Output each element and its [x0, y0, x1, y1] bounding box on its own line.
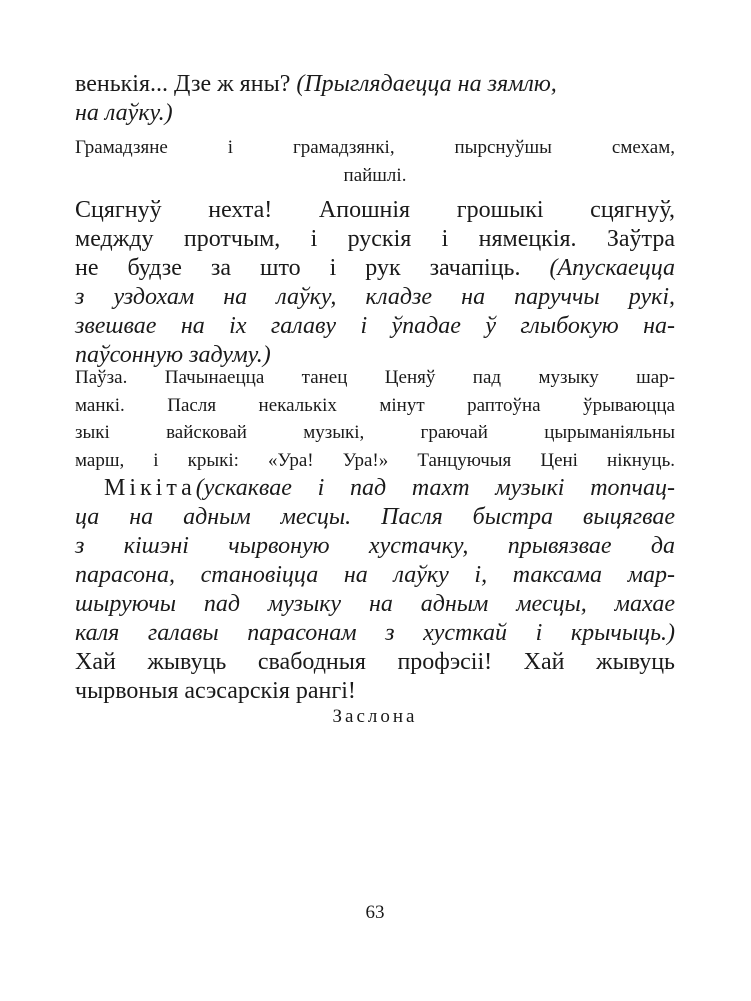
- text-line: пайшлі.: [343, 164, 407, 186]
- speech-block-3: [75, 474, 675, 706]
- stage-direction: паўсонную задуму.): [75, 342, 271, 368]
- stage-direction: каля галавы парасонам з хусткай і крычыць.): [75, 620, 675, 646]
- speaker-name: Мікіта: [104, 475, 196, 501]
- text-line: марш, і крыкі: «Ура! Ура!» Танцуючыя Цені нікнуць.: [75, 449, 675, 471]
- line-text: венькія... Дзе ж яны?: [75, 71, 297, 97]
- text-line: меджду протчым, і рускія і нямецкія. Заўтра: [75, 226, 675, 252]
- stage-direction-block-1: [75, 134, 675, 189]
- curtain-heading: Заслона: [332, 706, 418, 727]
- line-text: не будзе за што і рук зачапіць.: [75, 255, 550, 281]
- text-line: [75, 474, 675, 503]
- text-line: [75, 254, 675, 283]
- text-line: чырвоныя асэсарскія рангі!: [75, 678, 356, 704]
- stage-direction: (ускаквае і пад тахт музыкі топчац-: [195, 475, 675, 501]
- stage-direction: звешвае на іх галаву і ўпадае ў глыбокую на-: [75, 313, 675, 339]
- stage-direction: парасона, становіцца на лаўку і, таксама мар-: [75, 562, 675, 588]
- stage-direction: шыруючы пад музыку на адным месцы, махае: [75, 591, 675, 617]
- stage-direction: (Апускаецца: [549, 255, 675, 281]
- text-line: манкі. Пасля некалькіх мінут раптоўна ўрываюцца: [75, 394, 675, 416]
- text-line: зыкі вайсковай музыкі, граючай цырыманіяльны: [75, 422, 675, 443]
- book-page: [75, 66, 675, 966]
- stage-direction: з кішэні чырвоную хустачку, прывязвае да: [75, 533, 675, 559]
- text-line: Сцягнуў нехта! Апошнія грошыкі сцягнуў,: [75, 197, 675, 223]
- stage-direction-block-2: [75, 364, 675, 474]
- text-line: Паўза. Пачынаецца танец Ценяў пад музыку шар-: [75, 367, 675, 388]
- stage-direction: з уздохам на лаўку, кладзе на паруччы рукі,: [75, 284, 675, 310]
- text-line: Грамадзяне і грамадзянкі, пырснуўшы смехам,: [75, 137, 675, 158]
- stage-direction: на лаўку.): [75, 100, 173, 126]
- text-line: [75, 70, 675, 99]
- page-number: 63: [365, 902, 385, 923]
- stage-direction: ца на адным месцы. Пасля быстра выцягвае: [75, 504, 675, 530]
- speech-block-1: [75, 70, 675, 128]
- stage-direction: (Прыглядаецца на зямлю,: [296, 71, 557, 97]
- speech-block-2: [75, 196, 675, 370]
- text-line: Хай жывуць свабодныя профэсіі! Хай жывуць: [75, 649, 675, 675]
